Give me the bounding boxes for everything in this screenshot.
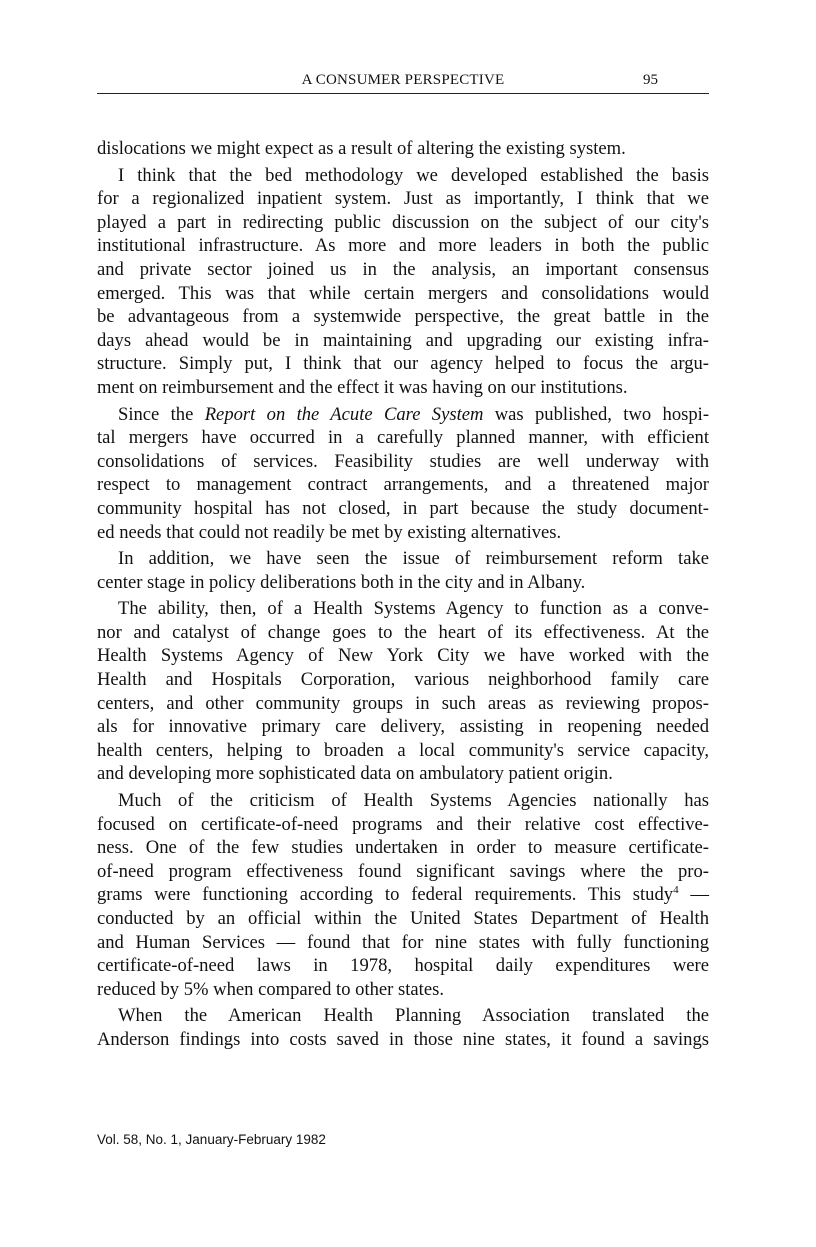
text-line: dislocations we might expect as a result of altering the existing system. [97, 138, 626, 159]
text-line: When the American Health Planning Association translated the [118, 1005, 709, 1027]
text-line: structure. Simply put, I think that our agency helped to focus the argu- [97, 353, 709, 375]
text-line: institutional infrastructure. As more and more leaders in both the public [97, 235, 709, 257]
text-line: focused on certificate-of-need programs and their relative cost effective- [97, 813, 709, 835]
text-line: The ability, then, of a Health Systems Agency to function as a conve- [118, 598, 709, 620]
text-line: and developing more sophisticated data on ambulatory patient origin. [97, 763, 613, 785]
text-segment: — [678, 884, 709, 906]
running-title: A CONSUMER PERSPECTIVE [301, 72, 505, 88]
text-line: ness. One of the few studies undertaken in order to measure certificate- [97, 837, 709, 859]
text-line: Much of the criticism of Health Systems Agencies nationally has [118, 790, 709, 812]
text-line: played a part in redirecting public discussion on the subject of our city's [97, 211, 709, 233]
italic-title: Report on the Acute Care System [204, 403, 484, 425]
body-text [97, 137, 709, 1055]
text-line: respect to management contract arrangements, and a threatened major [97, 474, 709, 496]
text-line: In addition, we have seen the issue of reimbursement reform take [118, 548, 709, 570]
text-line: certificate-of-need laws in 1978, hospital daily expenditures were [97, 955, 709, 977]
text-line: health centers, helping to broaden a local community's service capacity, [97, 739, 709, 761]
paragraph [97, 1004, 709, 1051]
footer-citation: Vol. 58, No. 1, January-February 1982 [97, 1132, 326, 1147]
text-line: ed needs that could not readily be met by existing alternatives. [97, 521, 562, 543]
text-line: for a regionalized inpatient system. Just as importantly, I think that we [97, 188, 709, 210]
text-line: Health and Hospitals Corporation, various neighborhood family care [97, 669, 709, 691]
text-line: centers, and other community groups in such areas as reviewing propos- [97, 692, 709, 714]
text-line: emerged. This was that while certain mergers and consolidations would [97, 282, 709, 304]
text-line: conducted by an official within the United States Department of Health [97, 908, 709, 929]
text-line [97, 403, 709, 427]
text-line: Anderson findings into costs saved in those nine states, it found a savings [97, 1028, 709, 1050]
text-segment: Since the [118, 403, 205, 425]
text-line: and Human Services — found that for nine states with fully functioning [97, 931, 709, 953]
header-rule [97, 93, 709, 94]
paragraph [97, 164, 709, 400]
text-line [97, 883, 709, 907]
text-line: reduced by 5% when compared to other states. [97, 978, 444, 1000]
page-number: 95 [643, 72, 658, 88]
paragraph [97, 789, 709, 1001]
running-header [97, 72, 709, 92]
paragraph [97, 403, 709, 545]
footnote-ref: 4 [673, 884, 679, 897]
text-line: of-need program effectiveness found significant savings where the pro- [97, 860, 709, 882]
text-line: days ahead would be in maintaining and upgrading our existing infra- [97, 329, 709, 351]
text-line: consolidations of services. Feasibility studies are well underway with [97, 450, 709, 472]
text-line: Health Systems Agency of New York City we have worked with the [97, 645, 709, 667]
text-line: tal mergers have occurred in a carefully planned manner, with efficient [97, 427, 709, 449]
paragraph [97, 547, 709, 594]
text-segment: was published, two hospi- [483, 403, 710, 425]
text-line: I think that the bed methodology we developed established the basis [118, 164, 709, 186]
paragraph [97, 597, 709, 786]
text-segment: grams were functioning according to federal requirements. This study [97, 884, 674, 906]
text-line: als for innovative primary care delivery, assisting in reopening needed [97, 716, 709, 738]
text-line: ment on reimbursement and the effect it was having on our institutions. [97, 376, 628, 398]
text-line: and private sector joined us in the analysis, an important consensus [97, 258, 709, 280]
text-line: center stage in policy deliberations both in the city and in Albany. [97, 571, 586, 593]
text-line: be advantageous from a systemwide perspective, the great battle in the [97, 306, 709, 328]
text-line: community hospital has not closed, in part because the study document- [97, 497, 709, 519]
paragraph [97, 137, 709, 161]
text-line: nor and catalyst of change goes to the heart of its effectiveness. At the [97, 621, 709, 643]
